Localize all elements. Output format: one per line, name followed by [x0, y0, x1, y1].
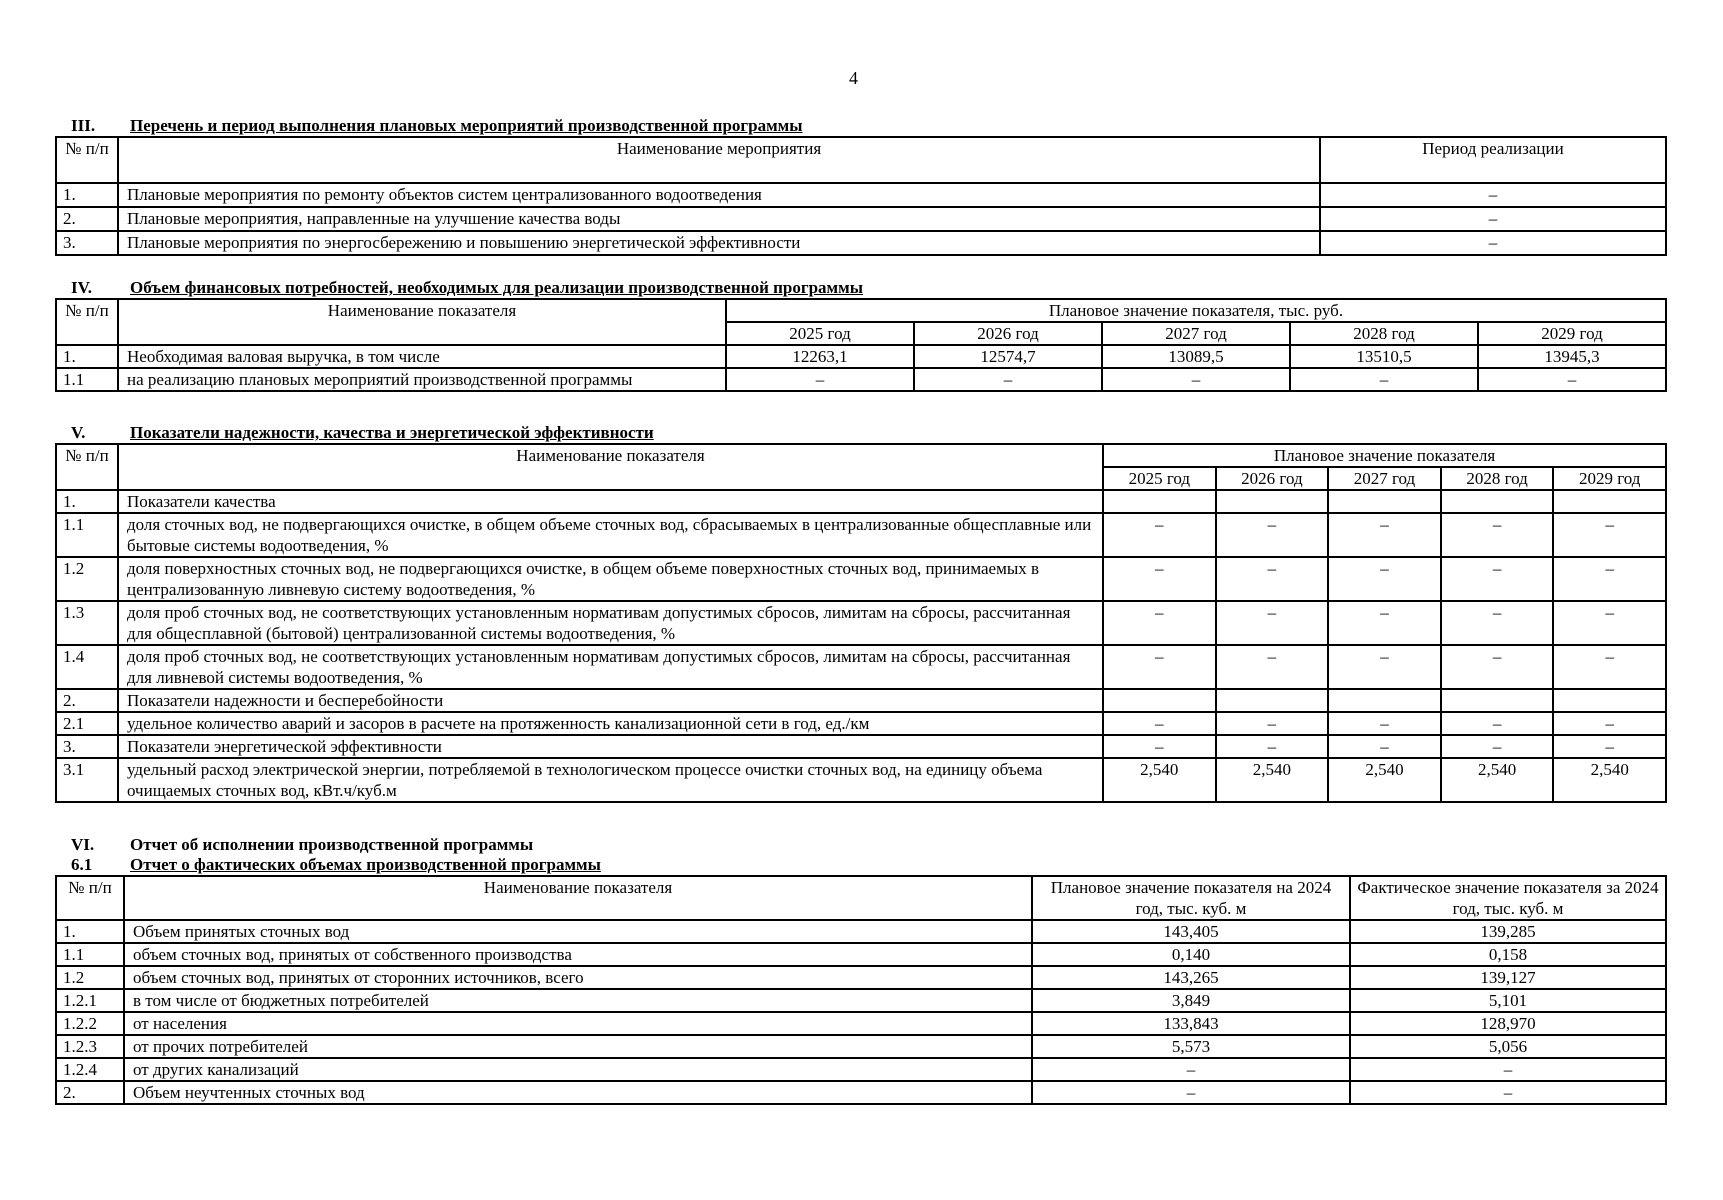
row-name: объем сточных вод, принятых от собственного производства: [124, 943, 1032, 966]
table-row: [56, 513, 1666, 557]
header-year: 2026 год: [1216, 467, 1329, 490]
row-number: 1.2: [56, 557, 118, 601]
section-6: [55, 835, 1667, 1105]
row-value: –: [1441, 557, 1554, 601]
row-number: 1.: [56, 183, 118, 207]
header-period: Период реализации: [1320, 137, 1666, 183]
section-4: [55, 278, 1667, 392]
row-number: 2.1: [56, 712, 118, 735]
row-name: Объем неучтенных сточных вод: [124, 1081, 1032, 1104]
row-fact-value: –: [1350, 1058, 1666, 1081]
table-row: [56, 735, 1666, 758]
header-name: Наименование показателя: [124, 876, 1032, 920]
row-plan-value: 0,140: [1032, 943, 1350, 966]
row-value: –: [1216, 513, 1329, 557]
row-value: –: [1328, 735, 1441, 758]
section-6-1-title: Отчет о фактических объемах производственной программы: [130, 855, 601, 874]
row-value: –: [1553, 645, 1666, 689]
table-row: [56, 557, 1666, 601]
row-value: –: [1553, 735, 1666, 758]
section-6-number: VI.: [71, 835, 95, 854]
table-row: [56, 1012, 1666, 1035]
row-value: –: [1216, 735, 1329, 758]
table-header-row: [56, 137, 1666, 183]
row-value: –: [1553, 601, 1666, 645]
row-value: 2,540: [1103, 758, 1216, 802]
row-value: –: [1328, 712, 1441, 735]
row-value: 12574,7: [914, 345, 1102, 368]
section-6-1-number: 6.1: [71, 855, 93, 874]
table-row: [56, 712, 1666, 735]
row-period: –: [1320, 183, 1666, 207]
header-year: 2028 год: [1290, 322, 1478, 345]
row-number: 1.4: [56, 645, 118, 689]
row-value: 2,540: [1328, 758, 1441, 802]
row-name: в том числе от бюджетных потребителей: [124, 989, 1032, 1012]
row-value: [1441, 490, 1554, 513]
volumes-table-body: [56, 920, 1666, 1104]
header-fact: Фактическое значение показателя за 2024 год, тыс. куб. м: [1350, 876, 1666, 920]
row-value: –: [1290, 368, 1478, 391]
row-name: доля проб сточных вод, не соответствующих установленным нормативам допустимых сбросов, лимитам на сбросы, рассчитанная для общесплавной (бытовой) централизованной системы водоотведения, %: [118, 601, 1103, 645]
row-number: 2.: [56, 689, 118, 712]
row-value: 2,540: [1441, 758, 1554, 802]
header-plan: Плановое значение показателя на 2024 год, тыс. куб. м: [1032, 876, 1350, 920]
row-name: Объем принятых сточных вод: [124, 920, 1032, 943]
row-name: удельное количество аварий и засоров в расчете на протяженность канализационной сети в год, ед./км: [118, 712, 1103, 735]
row-number: 1.2.2: [56, 1012, 124, 1035]
row-name: от прочих потребителей: [124, 1035, 1032, 1058]
row-value: –: [1102, 368, 1290, 391]
row-number: 1.: [56, 920, 124, 943]
row-value: –: [1103, 712, 1216, 735]
row-number: 1.2.1: [56, 989, 124, 1012]
row-value: [1216, 490, 1329, 513]
row-value: –: [1216, 601, 1329, 645]
table-row: [56, 345, 1666, 368]
row-value: –: [1328, 645, 1441, 689]
row-number: 1.: [56, 345, 118, 368]
section-4-number: IV.: [71, 278, 92, 297]
row-fact-value: 139,127: [1350, 966, 1666, 989]
row-value: –: [1441, 601, 1554, 645]
row-value: 13945,3: [1478, 345, 1666, 368]
row-fact-value: 139,285: [1350, 920, 1666, 943]
row-value: –: [1103, 513, 1216, 557]
row-name: Плановые мероприятия по энергосбережению и повышению энергетической эффективности: [118, 231, 1320, 255]
table-row: [56, 183, 1666, 207]
row-value: 2,540: [1553, 758, 1666, 802]
page-number: 4: [849, 68, 858, 88]
row-name: Показатели энергетической эффективности: [118, 735, 1103, 758]
row-value: [1441, 689, 1554, 712]
row-name: объем сточных вод, принятых от сторонних источников, всего: [124, 966, 1032, 989]
row-name: Плановые мероприятия, направленные на улучшение качества воды: [118, 207, 1320, 231]
volumes-table: [55, 875, 1667, 1105]
row-value: –: [914, 368, 1102, 391]
row-number: 1.1: [56, 513, 118, 557]
row-name: Необходимая валовая выручка, в том числе: [118, 345, 726, 368]
row-value: 13510,5: [1290, 345, 1478, 368]
row-plan-value: 3,849: [1032, 989, 1350, 1012]
section-3-heading: [55, 116, 1667, 136]
section-5: [55, 423, 1667, 803]
row-number: 2.: [56, 1081, 124, 1104]
table-row: [56, 368, 1666, 391]
row-period: –: [1320, 231, 1666, 255]
table-row: [56, 920, 1666, 943]
row-number: 3.1: [56, 758, 118, 802]
row-name: удельный расход электрической энергии, потребляемой в технологическом процессе очистки сточных вод, на единицу объема очищаемых сточных вод, кВт.ч/куб.м: [118, 758, 1103, 802]
header-num: № п/п: [56, 444, 118, 490]
row-value: –: [1328, 601, 1441, 645]
section-3: [55, 116, 1667, 256]
row-plan-value: 5,573: [1032, 1035, 1350, 1058]
header-num: № п/п: [56, 299, 118, 345]
header-group: Плановое значение показателя: [1103, 444, 1666, 467]
header-year: 2026 год: [914, 322, 1102, 345]
row-name: от других канализаций: [124, 1058, 1032, 1081]
header-year: 2027 год: [1102, 322, 1290, 345]
finance-table: [55, 298, 1667, 392]
header-year: 2025 год: [726, 322, 914, 345]
row-value: –: [1441, 645, 1554, 689]
row-value: –: [1441, 712, 1554, 735]
row-value: 12263,1: [726, 345, 914, 368]
section-6-title: Отчет об исполнении производственной программы: [130, 835, 534, 854]
row-fact-value: 0,158: [1350, 943, 1666, 966]
table-row: [56, 645, 1666, 689]
header-year: 2028 год: [1441, 467, 1554, 490]
indicators-table: [55, 443, 1667, 803]
row-value: –: [1103, 601, 1216, 645]
activities-table-body: [56, 183, 1666, 255]
header-group: Плановое значение показателя, тыс. руб.: [726, 299, 1666, 322]
table-header-row: [56, 299, 1666, 322]
row-name: от населения: [124, 1012, 1032, 1035]
row-fact-value: 128,970: [1350, 1012, 1666, 1035]
row-plan-value: –: [1032, 1058, 1350, 1081]
header-name: Наименование показателя: [118, 444, 1103, 490]
section-4-heading: [55, 278, 1667, 298]
table-row: [56, 689, 1666, 712]
row-value: 13089,5: [1102, 345, 1290, 368]
row-value: [1553, 490, 1666, 513]
table-row: [56, 1058, 1666, 1081]
row-number: 3.: [56, 735, 118, 758]
row-value: –: [1103, 735, 1216, 758]
row-number: 2.: [56, 207, 118, 231]
row-value: [1553, 689, 1666, 712]
row-name: Показатели качества: [118, 490, 1103, 513]
table-row: [56, 490, 1666, 513]
row-name: доля поверхностных сточных вод, не подвергающихся очистке, в общем объеме поверхностных сточных вод, принимаемых в централизованную ливневую систему водоотведения, %: [118, 557, 1103, 601]
row-plan-value: 143,265: [1032, 966, 1350, 989]
row-value: –: [1441, 735, 1554, 758]
row-value: –: [1553, 712, 1666, 735]
table-row: [56, 207, 1666, 231]
table-row: [56, 966, 1666, 989]
row-value: –: [1103, 557, 1216, 601]
row-name: Плановые мероприятия по ремонту объектов систем централизованного водоотведения: [118, 183, 1320, 207]
header-year: 2027 год: [1328, 467, 1441, 490]
row-number: 1.2.3: [56, 1035, 124, 1058]
row-name: доля проб сточных вод, не соответствующих установленным нормативам допустимых сбросов, лимитам на сбросы, рассчитанная для ливневой системы водоотведения, %: [118, 645, 1103, 689]
row-value: [1328, 689, 1441, 712]
row-fact-value: 5,101: [1350, 989, 1666, 1012]
row-number: 1.1: [56, 368, 118, 391]
indicators-table-body: [56, 490, 1666, 802]
header-name: Наименование показателя: [118, 299, 726, 345]
row-fact-value: 5,056: [1350, 1035, 1666, 1058]
section-4-title: Объем финансовых потребностей, необходимых для реализации производственной программы: [130, 278, 863, 297]
row-name: на реализацию плановых мероприятий производственной программы: [118, 368, 726, 391]
section-5-number: V.: [71, 423, 86, 442]
row-value: [1328, 490, 1441, 513]
row-value: –: [1328, 513, 1441, 557]
row-value: –: [726, 368, 914, 391]
row-value: –: [1216, 712, 1329, 735]
header-num: № п/п: [56, 137, 118, 183]
row-value: –: [1441, 513, 1554, 557]
section-6-1-heading: [55, 855, 1667, 875]
row-value: [1103, 689, 1216, 712]
row-value: –: [1478, 368, 1666, 391]
activities-table: [55, 136, 1667, 256]
row-plan-value: 133,843: [1032, 1012, 1350, 1035]
table-row: [56, 989, 1666, 1012]
row-value: –: [1553, 557, 1666, 601]
row-fact-value: –: [1350, 1081, 1666, 1104]
row-period: –: [1320, 207, 1666, 231]
row-plan-value: 143,405: [1032, 920, 1350, 943]
row-number: 3.: [56, 231, 118, 255]
row-number: 1.: [56, 490, 118, 513]
row-value: –: [1553, 513, 1666, 557]
section-3-number: III.: [71, 116, 96, 135]
header-year: 2029 год: [1478, 322, 1666, 345]
header-year: 2029 год: [1553, 467, 1666, 490]
row-value: 2,540: [1216, 758, 1329, 802]
table-row: [56, 758, 1666, 802]
row-value: [1216, 689, 1329, 712]
table-row: [56, 1081, 1666, 1104]
table-row: [56, 601, 1666, 645]
header-num: № п/п: [56, 876, 124, 920]
table-row: [56, 231, 1666, 255]
row-plan-value: –: [1032, 1081, 1350, 1104]
table-header-row: [56, 444, 1666, 467]
section-5-title: Показатели надежности, качества и энергетической эффективности: [130, 423, 654, 442]
row-value: –: [1216, 557, 1329, 601]
finance-table-body: [56, 345, 1666, 391]
row-value: –: [1103, 645, 1216, 689]
table-header-row: [56, 876, 1666, 920]
row-number: 1.2.4: [56, 1058, 124, 1081]
row-value: [1103, 490, 1216, 513]
table-row: [56, 943, 1666, 966]
row-name: Показатели надежности и бесперебойности: [118, 689, 1103, 712]
header-year: 2025 год: [1103, 467, 1216, 490]
row-value: –: [1216, 645, 1329, 689]
row-number: 1.3: [56, 601, 118, 645]
row-number: 1.2: [56, 966, 124, 989]
section-5-heading: [55, 423, 1667, 443]
row-value: –: [1328, 557, 1441, 601]
row-number: 1.1: [56, 943, 124, 966]
table-row: [56, 1035, 1666, 1058]
section-3-title: Перечень и период выполнения плановых мероприятий производственной программы: [130, 116, 803, 135]
row-name: доля сточных вод, не подвергающихся очистке, в общем объеме сточных вод, сбрасываемых в централизованные общесплавные или бытовые системы водоотведения, %: [118, 513, 1103, 557]
section-6-heading: [55, 835, 1667, 855]
header-name: Наименование мероприятия: [118, 137, 1320, 183]
